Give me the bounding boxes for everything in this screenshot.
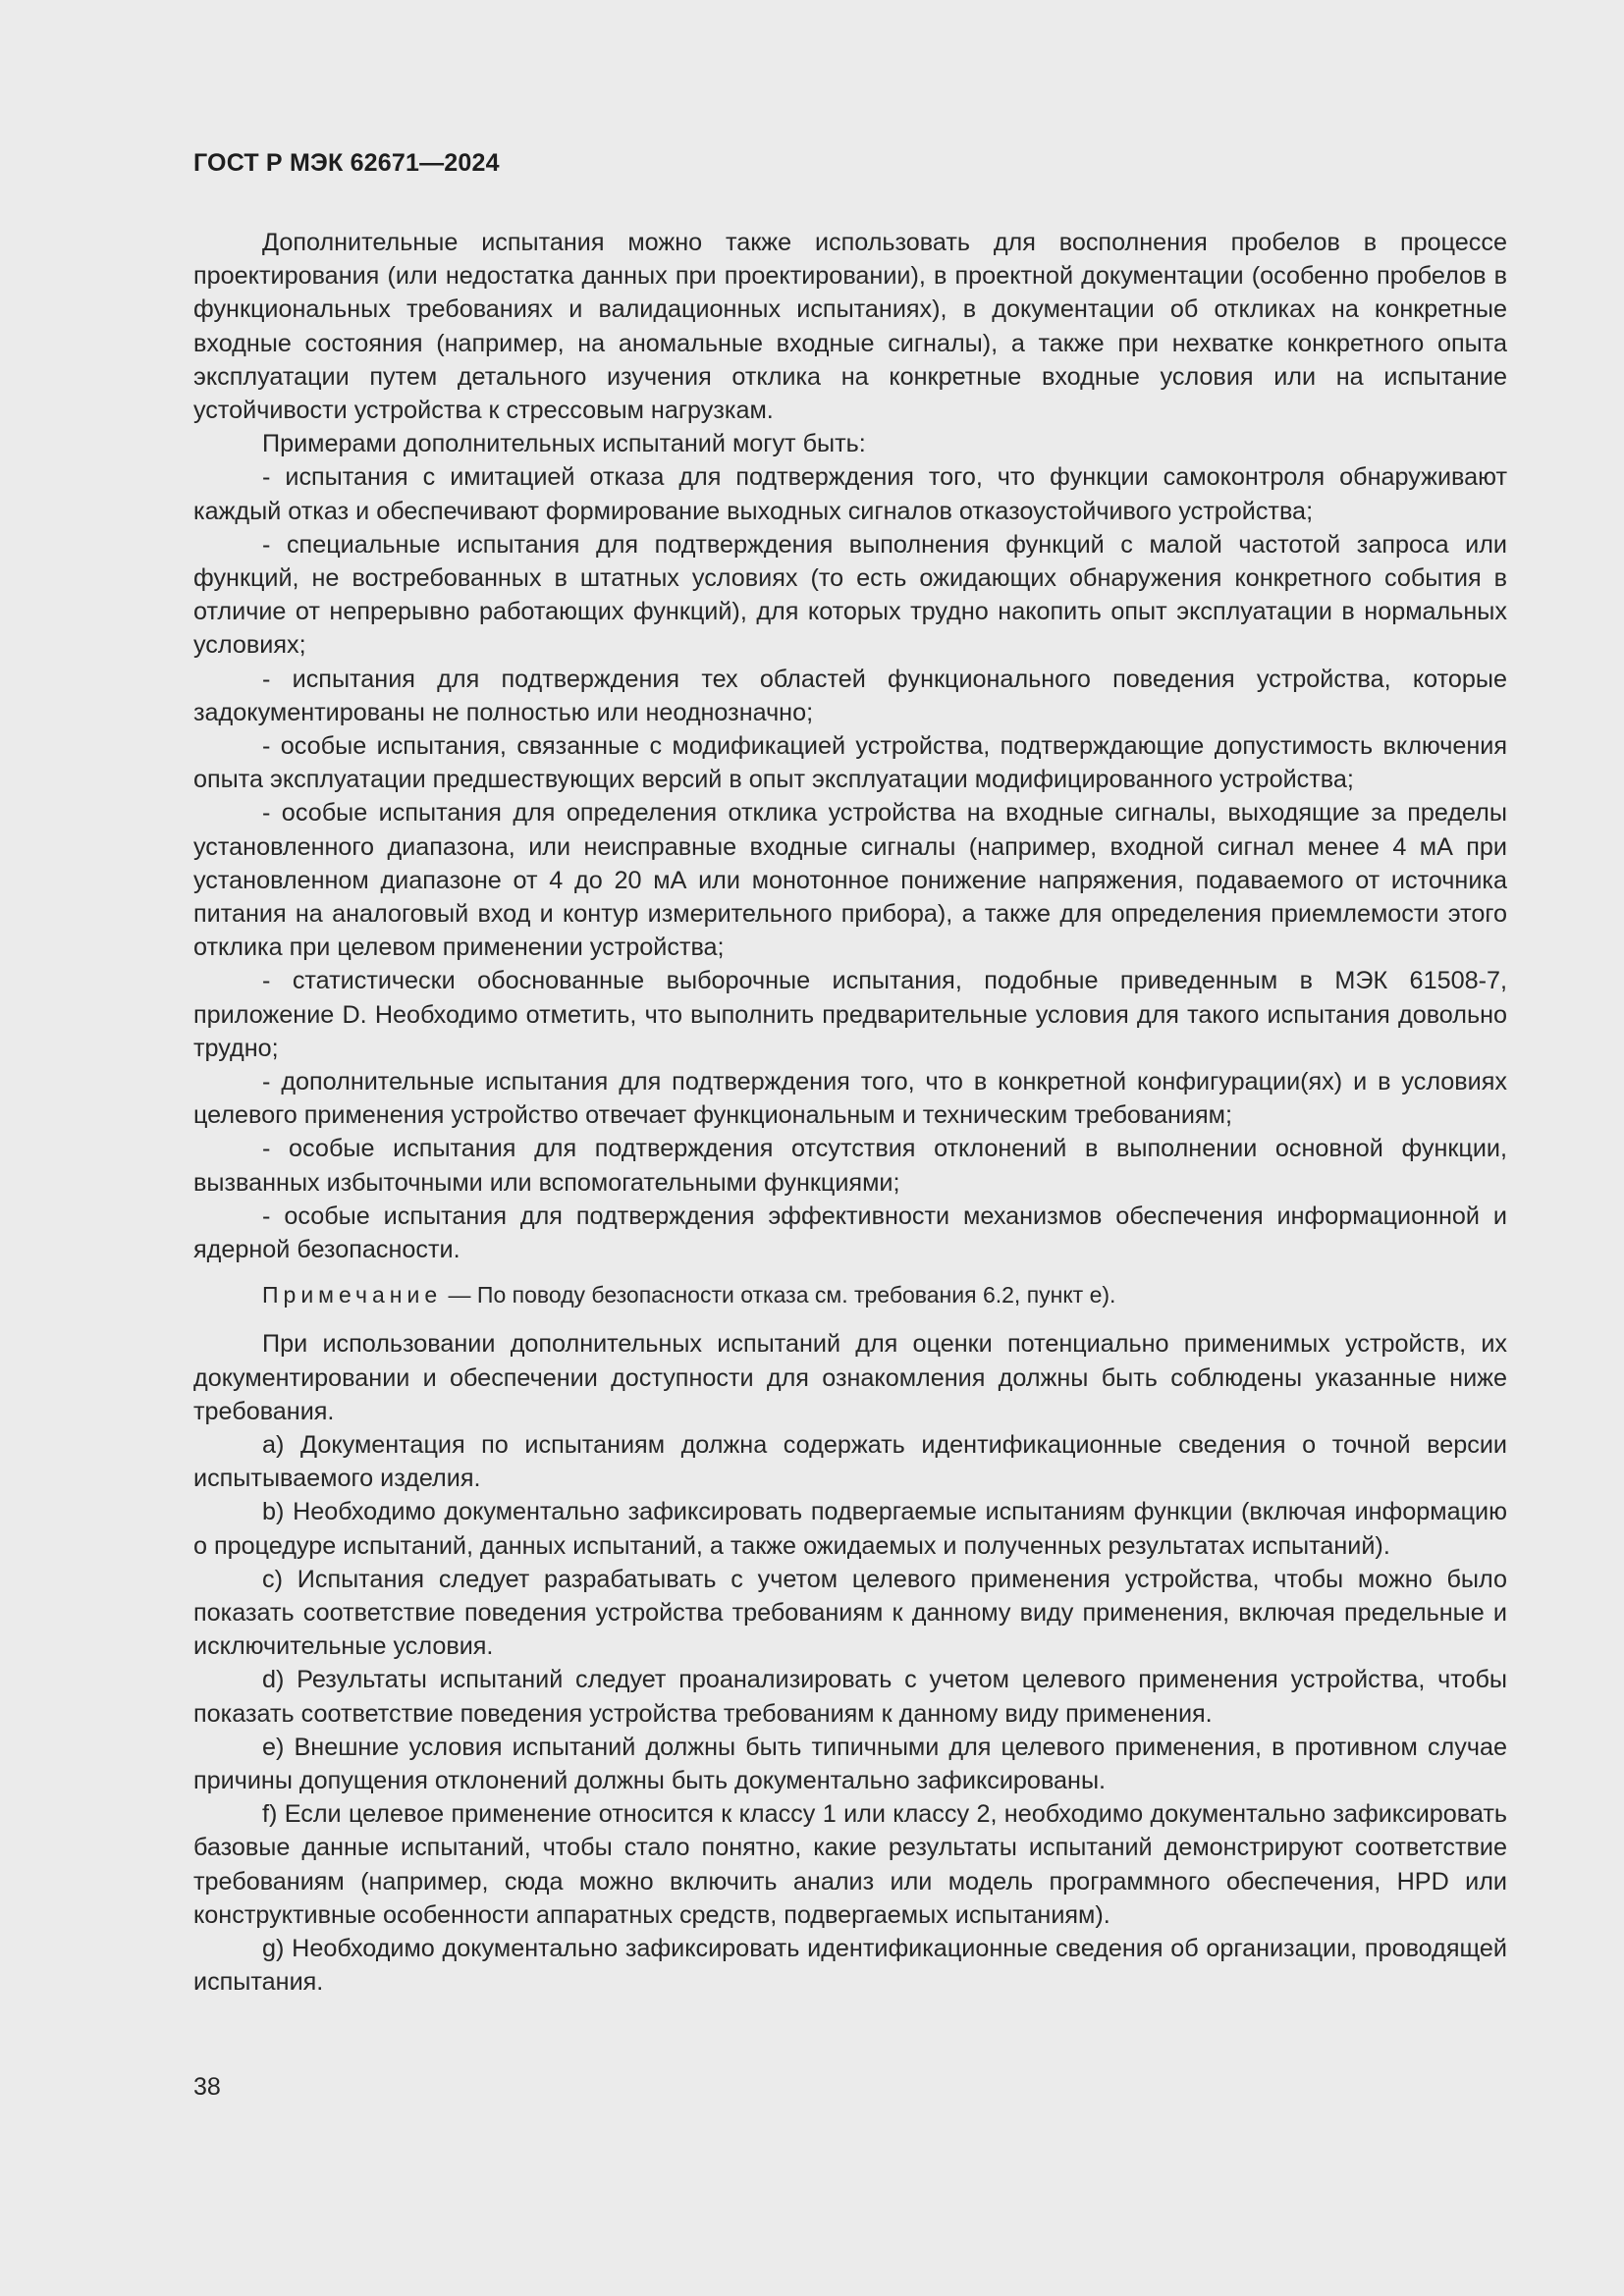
list-item: - специальные испытания для подтверждения выполнения функций с малой частотой запроса или функций, не востребованных в штатных условиях (то есть ожидающих обнаружения конкретного события в отличие от непрерывно работающих функций), для которых трудно накопить опыт эксплуатации в нормальных условиях; <box>193 530 1507 660</box>
paragraph: Дополнительные испытания можно также использовать для восполнения пробелов в процессе проектирования (или недостатка данных при проектировании), в проектной документации (особенно пробелов в функциональных требованиях и валидационных испытаниях), в документации об откликах на конкретные входные состояния (например, на аномальные входные сигналы), а также при нехватке конкретного опыта эксплуатации путем детального изучения отклика на конкретные входные условия или на испытание устойчивости устройства к стрессовым нагрузкам. <box>193 229 1507 425</box>
paragraph: При использовании дополнительных испытаний для оценки потенциально применимых устройств, их документировании и обеспечении доступности для ознакомления должны быть соблюдены указанные ниже требования. <box>193 1330 1507 1425</box>
requirement-item: e) Внешние условия испытаний должны быть типичными для целевого применения, в противном случае причины допущения отклонений должны быть документально зафиксированы. <box>193 1733 1507 1794</box>
list-item: - испытания с имитацией отказа для подтверждения того, что функции самоконтроля обнаруживают каждый отказ и обеспечивают формирование выходных сигналов отказоустойчивого устройства; <box>193 463 1507 525</box>
requirement-item: f) Если целевое применение относится к классу 1 или классу 2, необходимо документально зафиксировать базовые данные испытаний, чтобы стало понятно, какие результаты испытаний демонстрируют соответствие требованиям (например, сюда можно включить анализ или модель программного обеспечения, HPD или конструктивные особенности аппаратных средств, подвергаемых испытаниям). <box>193 1800 1507 1929</box>
list-item: - особые испытания для подтверждения отсутствия отклонений в выполнении основной функции, вызванных избыточными или вспомогательными функциями; <box>193 1135 1507 1197</box>
note-label: Примечание <box>262 1282 443 1308</box>
requirement-item: c) Испытания следует разрабатывать с учетом целевого применения устройства, чтобы можно было показать соответствие поведения устройства требованиям к данному виду применения, включая предельные и исключительные условия. <box>193 1565 1507 1661</box>
requirement-item: g) Необходимо документально зафиксировать идентификационные сведения об организации, проводящей испытания. <box>193 1934 1507 1997</box>
requirement-item: a) Документация по испытаниям должна содержать идентификационные сведения о точной версии испытываемого изделия. <box>193 1430 1507 1493</box>
list-item: - испытания для подтверждения тех областей функционального поведения устройства, которые задокументированы не полностью или неоднозначно; <box>193 665 1507 726</box>
page-number: 38 <box>193 2073 221 2101</box>
list-item: - статистически обоснованные выборочные испытания, подобные приведенным в МЭК 61508-7, приложение D. Необходимо отметить, что выполнить предварительные условия для такого испытания довольно трудно; <box>193 967 1507 1062</box>
list-item: - особые испытания для подтверждения эффективности механизмов обеспечения информационной и ядерной безопасности. <box>193 1201 1507 1264</box>
list-item: - дополнительные испытания для подтверждения того, что в конкретной конфигурации(ях) и в условиях целевого применения устройство отвечает функциональным и техническим требованиям; <box>193 1068 1507 1130</box>
requirement-item: d) Результаты испытаний следует проанализировать с учетом целевого применения устройства, чтобы показать соответствие поведения устройства требованиям к данному виду применения. <box>193 1666 1507 1728</box>
paragraph: Примерами дополнительных испытаний могут быть: <box>262 430 866 458</box>
note <box>193 1280 1507 1309</box>
requirement-item: b) Необходимо документально зафиксировать подвергаемые испытаниям функции (включая информацию о процедуре испытаний, данных испытаний, а также ожидаемых и полученных результатах испытаний). <box>193 1498 1507 1560</box>
list-item: - особые испытания, связанные с модификацией устройства, подтверждающие допустимость включения опыта эксплуатации предшествующих версий в опыт эксплуатации модифицированного устройства; <box>193 732 1507 794</box>
document-header: ГОСТ Р МЭК 62671—2024 <box>193 149 500 177</box>
note-text: — По поводу безопасности отказа см. требования 6.2, пункт е). <box>442 1282 1116 1308</box>
list-item: - особые испытания для определения отклика устройства на входные сигналы, выходящие за пределы установленного диапазона, или неисправные входные сигналы (например, входной сигнал менее 4 мА при установленном диапазоне от 4 до 20 мА или монотонное понижение напряжения, подаваемого от источника питания на аналоговый вход и контур измерительного прибора), а также для определения приемлемости этого отклика при целевом применении устройства; <box>193 799 1507 962</box>
document-body <box>193 226 1507 1999</box>
